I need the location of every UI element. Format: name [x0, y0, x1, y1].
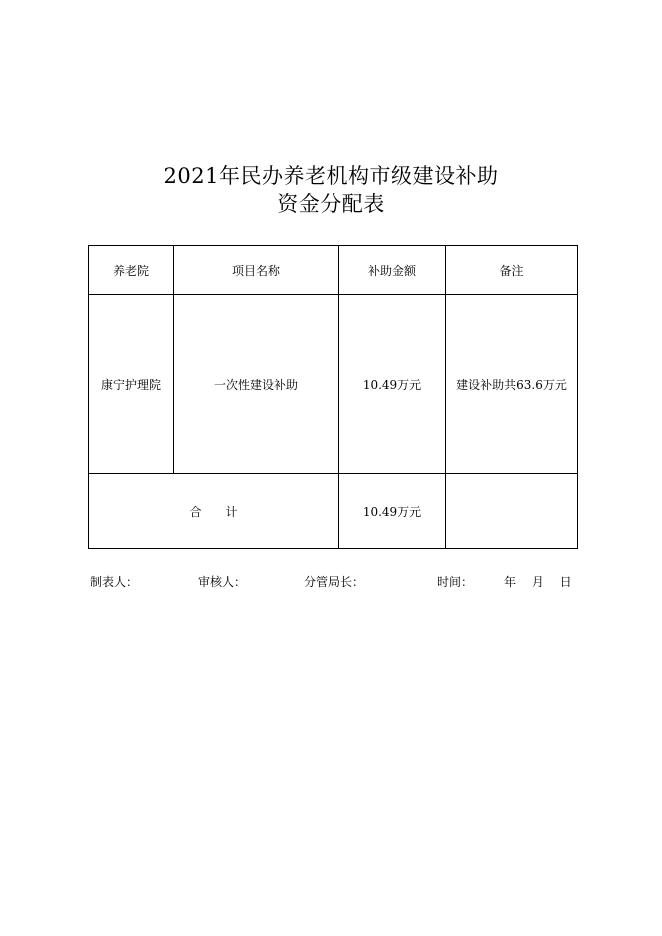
table-total-row [89, 474, 578, 549]
document-title-line-2: 资金分配表 [277, 192, 385, 216]
header-remark: 备注 [446, 246, 578, 295]
document-title-line-1: 2021年民办养老机构市级建设补助 [163, 164, 499, 188]
director-label: 分管局长： [304, 575, 365, 589]
cell-remark: 建设补助共63.6万元 [446, 295, 578, 474]
prepared-by-label: 制表人： [90, 575, 139, 589]
total-remark [446, 474, 578, 549]
header-subsidy-amount: 补助金额 [339, 246, 446, 295]
cell-subsidy-amount: 10.49万元 [339, 295, 446, 474]
cell-project-name: 一次性建设补助 [174, 295, 339, 474]
reviewed-by-label: 审核人： [198, 575, 247, 589]
table-row [89, 295, 578, 474]
cell-institution: 康宁护理院 [89, 295, 174, 474]
time-label: 时间： [437, 575, 474, 589]
header-institution: 养老院 [89, 246, 174, 295]
table-header-row [89, 246, 578, 295]
allocation-table [88, 245, 578, 549]
total-label: 合 计 [89, 474, 339, 549]
date-fields: 年 月 日 [504, 575, 572, 589]
header-project-name: 项目名称 [174, 246, 339, 295]
total-amount: 10.49万元 [339, 474, 446, 549]
